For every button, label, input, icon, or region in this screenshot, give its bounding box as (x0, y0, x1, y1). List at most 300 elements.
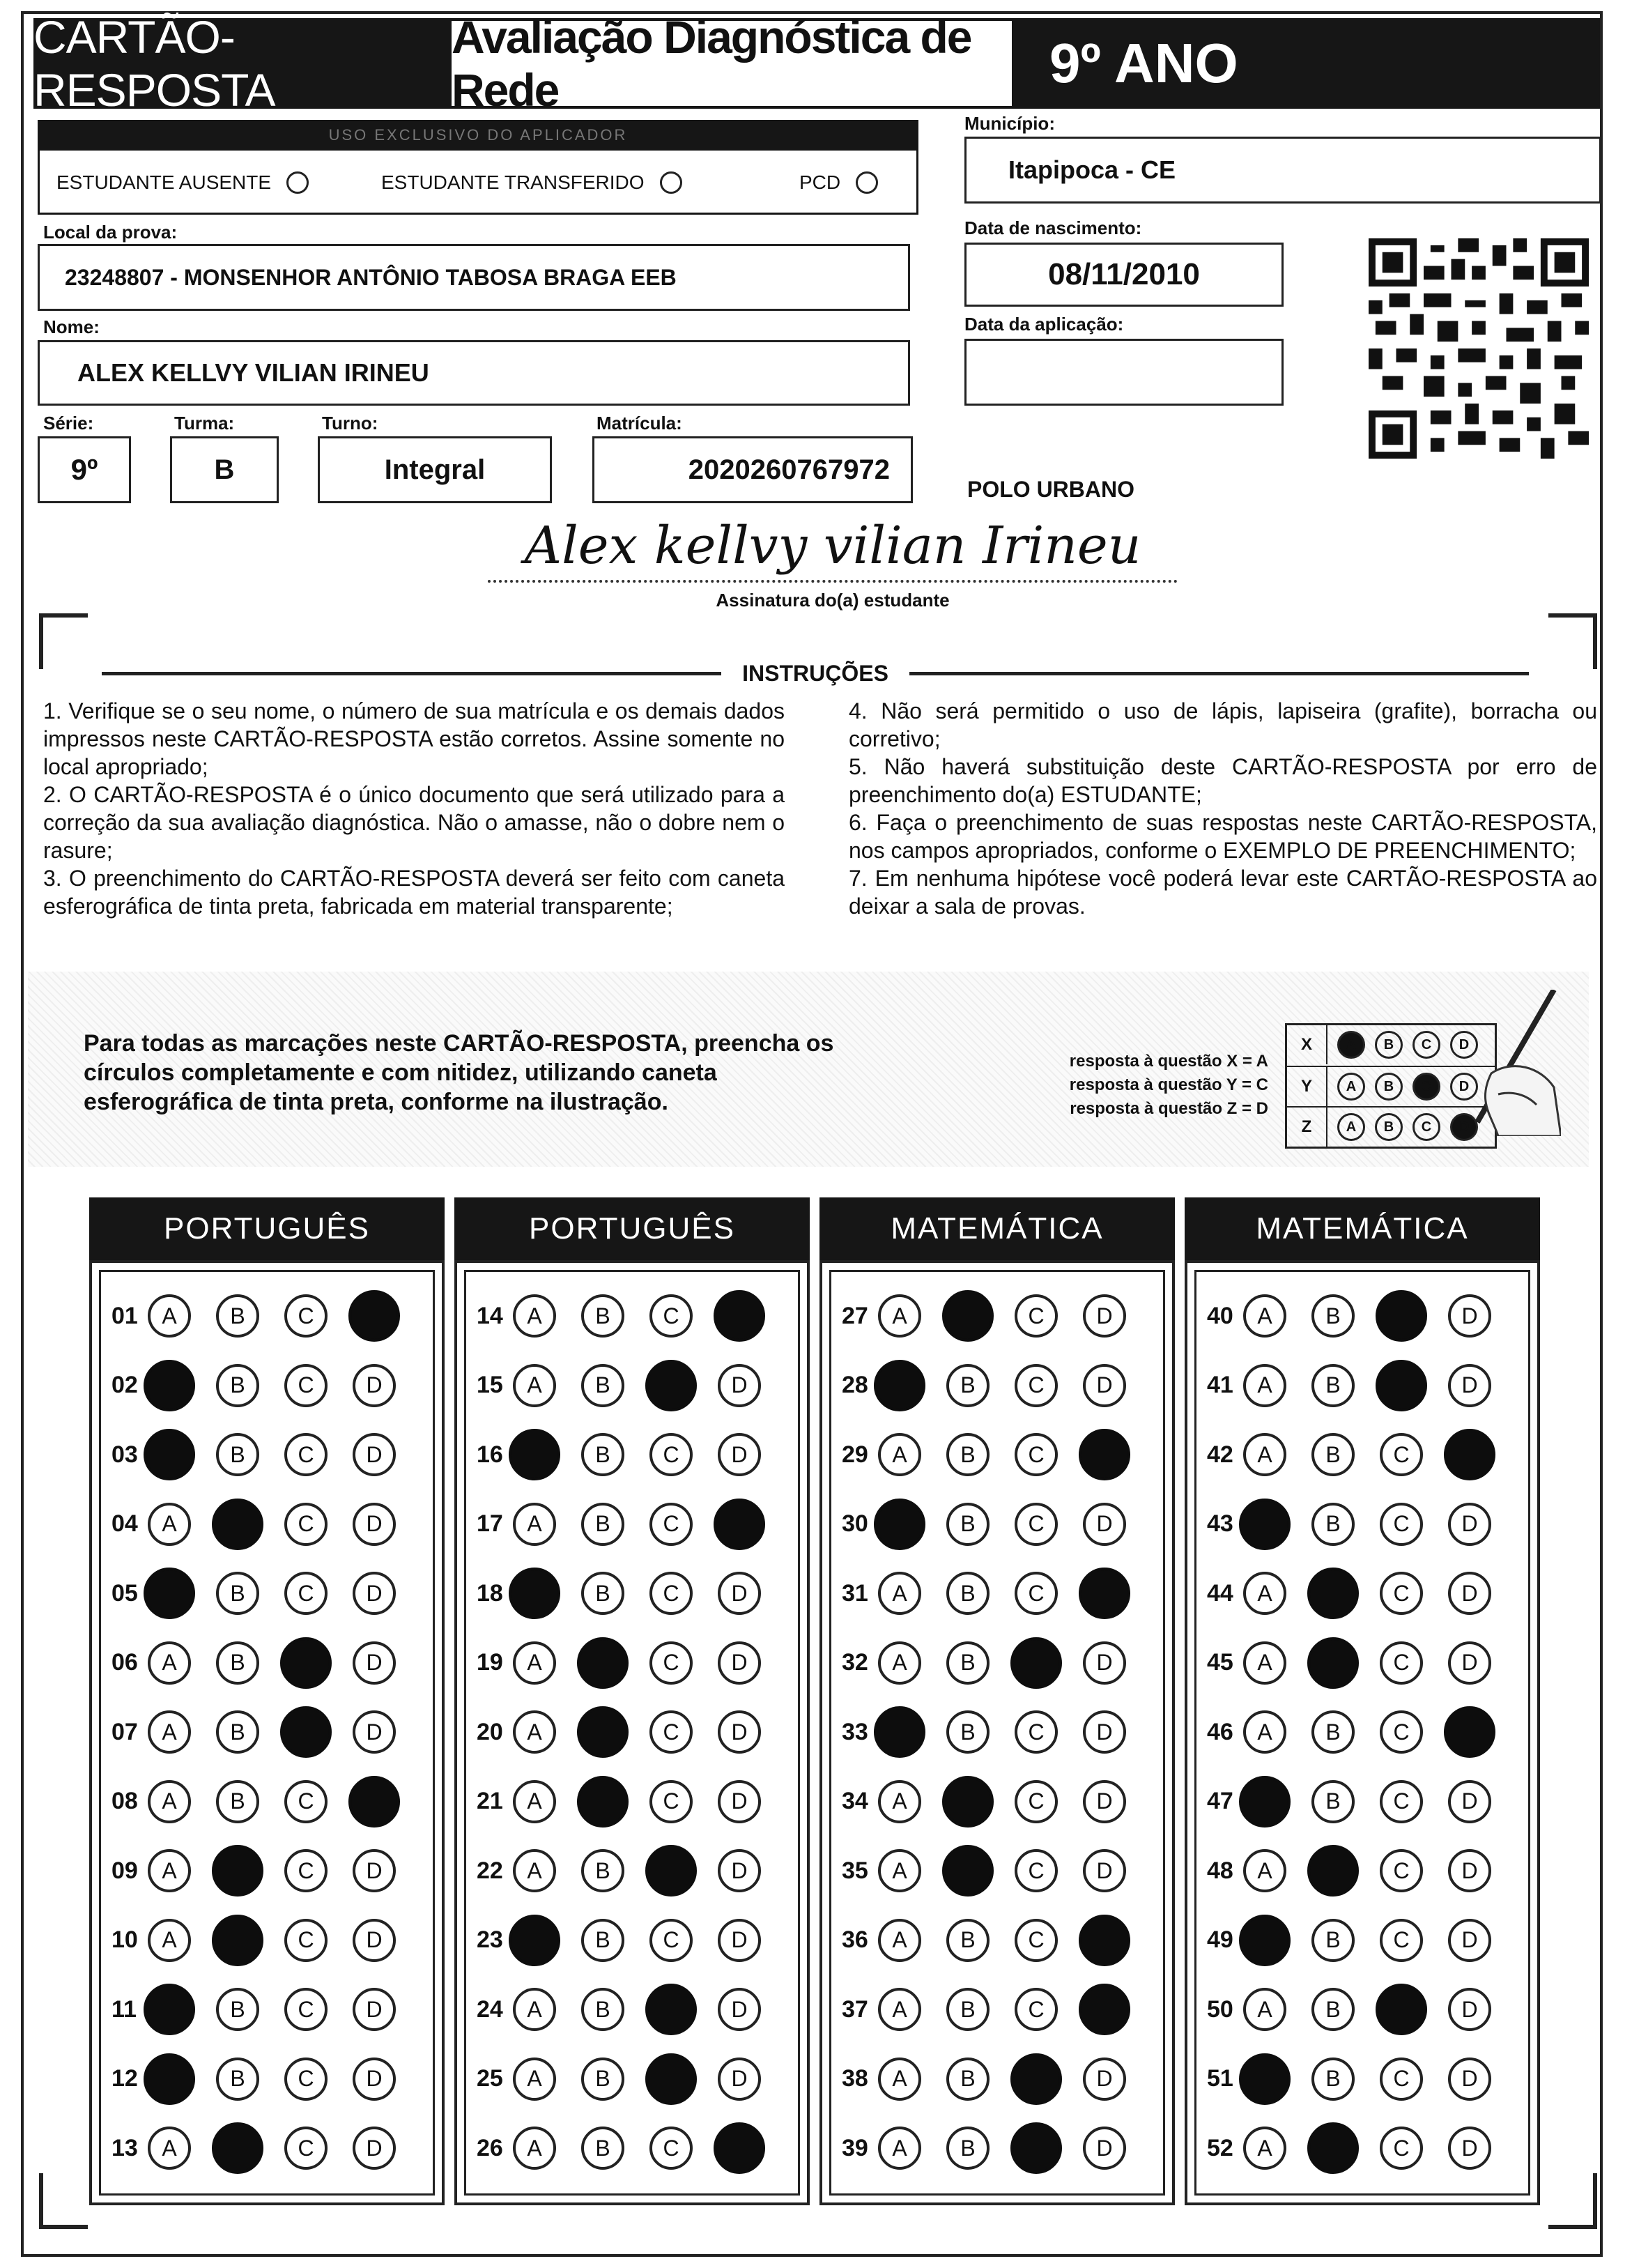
filled-bubble-d[interactable] (714, 2122, 765, 2174)
bubble-b[interactable]: B (946, 2127, 990, 2170)
pcd-option[interactable] (799, 171, 878, 194)
filled-bubble-c[interactable] (645, 1845, 697, 1897)
bubble-c[interactable]: C (1380, 1503, 1423, 1546)
filled-bubble-d[interactable] (1444, 1706, 1495, 1758)
bubble-a[interactable]: A (148, 1503, 191, 1546)
question-number: 04 (111, 1510, 138, 1537)
filled-bubble-d[interactable] (348, 1290, 400, 1342)
bubble-a[interactable]: A (1243, 1641, 1286, 1685)
bubble-d[interactable]: D (718, 1780, 761, 1823)
bubble-d[interactable]: D (718, 2058, 761, 2101)
bubble-c[interactable]: C (1380, 2058, 1423, 2101)
bubble-b[interactable]: B (1311, 1988, 1355, 2031)
pcd-label: PCD (799, 171, 841, 193)
filled-bubble-b[interactable] (577, 1776, 629, 1828)
bubble-c[interactable]: C (649, 1641, 693, 1685)
absent-option[interactable] (56, 171, 309, 194)
section-answers (1185, 1260, 1540, 2205)
filled-bubble-d[interactable] (1444, 1429, 1495, 1480)
bubble-a[interactable]: A (148, 1294, 191, 1338)
bubble-a[interactable]: A (878, 1294, 921, 1338)
bubble-c[interactable]: C (284, 1780, 328, 1823)
bubble-c[interactable]: C (1015, 1849, 1058, 1892)
bubble-c[interactable]: C (284, 1849, 328, 1892)
bubble-b[interactable]: B (216, 1433, 259, 1476)
bubble-d[interactable]: D (1083, 1849, 1126, 1892)
bubble-c[interactable]: C (284, 1988, 328, 2031)
question-row (842, 1288, 1151, 1344)
bubble-b[interactable]: B (1311, 1503, 1355, 1546)
bubble-b[interactable]: B (1311, 1433, 1355, 1476)
bubble-b[interactable]: B (1311, 2058, 1355, 2101)
filled-bubble-d[interactable] (1079, 1429, 1130, 1480)
example-line-y: resposta à questão Y = C (1069, 1075, 1268, 1094)
bubble-c[interactable]: C (1015, 1364, 1058, 1407)
bubble-b[interactable]: B (581, 1919, 624, 1962)
bubble-c[interactable]: C (284, 2058, 328, 2101)
bubble-b[interactable]: B (946, 1364, 990, 1407)
question-number: 29 (842, 1441, 868, 1468)
filled-bubble-a[interactable] (509, 1915, 560, 1966)
bubble-b[interactable]: B (581, 1294, 624, 1338)
bubble-b[interactable]: B (946, 1710, 990, 1754)
bubble-d[interactable]: D (1448, 2127, 1491, 2170)
question-number: 14 (477, 1302, 503, 1329)
bubble-d[interactable]: D (718, 1919, 761, 1962)
filled-bubble-a[interactable] (509, 1429, 560, 1480)
question-number: 46 (1207, 1718, 1233, 1745)
bubble-d[interactable]: D (353, 1433, 396, 1476)
filled-bubble-b[interactable] (1307, 2122, 1359, 2174)
filled-bubble-a[interactable] (144, 1429, 195, 1480)
bubble-b[interactable]: B (216, 1572, 259, 1615)
filled-bubble-d[interactable] (348, 1776, 400, 1828)
filled-bubble-c[interactable] (1010, 2122, 1062, 2174)
filled-bubble-b[interactable] (212, 1499, 263, 1550)
question-number: 25 (477, 2065, 503, 2092)
bubble-c[interactable]: C (1380, 1572, 1423, 1615)
transferred-bubble[interactable] (660, 171, 682, 194)
question-number: 37 (842, 1995, 868, 2023)
question-row (842, 1565, 1151, 1621)
bubble-a[interactable]: A (878, 1572, 921, 1615)
question-number: 11 (111, 1995, 137, 2023)
filled-bubble-c[interactable] (1376, 1984, 1427, 2035)
bubble-a[interactable]: A (1243, 1294, 1286, 1338)
bubble-b[interactable]: B (216, 1988, 259, 2031)
question-number: 40 (1207, 1302, 1233, 1329)
filled-bubble-a[interactable] (874, 1360, 925, 1411)
bubble-d[interactable]: D (1083, 1294, 1126, 1338)
bubble-a[interactable]: A (1243, 1572, 1286, 1615)
bubble-c[interactable]: C (284, 1433, 328, 1476)
bubble-d[interactable]: D (1448, 2058, 1491, 2101)
question-row (842, 1427, 1151, 1482)
question-number: 39 (842, 2134, 868, 2161)
question-number: 09 (111, 1857, 138, 1884)
question-number: 32 (842, 1649, 868, 1676)
question-number: 38 (842, 2065, 868, 2092)
bubble-c[interactable]: C (284, 2127, 328, 2170)
bubble-c[interactable]: C (649, 1294, 693, 1338)
bubble-c[interactable]: C (1380, 1780, 1423, 1823)
filled-bubble-a[interactable] (1239, 2053, 1291, 2105)
filled-bubble-b[interactable] (1307, 1845, 1359, 1897)
question-number: 07 (111, 1718, 138, 1745)
turno-label: Turno: (322, 413, 378, 434)
bubble-b[interactable]: B (946, 1572, 990, 1615)
question-number: 35 (842, 1857, 868, 1884)
bubble-d[interactable]: D (1448, 1294, 1491, 1338)
bubble-d[interactable]: D (353, 1572, 396, 1615)
bubble-a[interactable]: A (513, 2058, 556, 2101)
question-row (111, 1427, 421, 1482)
student-signature: Alex kellvy vilian Irineu (524, 516, 1141, 576)
filled-bubble-a[interactable] (1239, 1776, 1291, 1828)
bubble-d[interactable]: D (1448, 1780, 1491, 1823)
bubble-a[interactable]: A (148, 1710, 191, 1754)
bubble-a[interactable]: A (1243, 1849, 1286, 1892)
turma-field: B (170, 436, 279, 503)
bubble-a[interactable]: A (878, 1849, 921, 1892)
bubble-c[interactable]: C (1380, 1919, 1423, 1962)
bubble-b[interactable]: B (946, 1641, 990, 1685)
filled-bubble-b[interactable] (942, 1290, 994, 1342)
bubble-a[interactable]: A (878, 1641, 921, 1685)
bubble-c[interactable]: C (284, 1294, 328, 1338)
filled-bubble-d[interactable] (714, 1499, 765, 1550)
question-number: 51 (1207, 2065, 1233, 2092)
filled-bubble-a[interactable] (874, 1706, 925, 1758)
bubble-d[interactable]: D (353, 1710, 396, 1754)
bubble-b[interactable]: B (581, 1572, 624, 1615)
bubble-a[interactable]: A (1243, 1710, 1286, 1754)
bubble-a[interactable]: A (148, 2127, 191, 2170)
bubble-d[interactable]: D (1448, 1572, 1491, 1615)
bubble-c[interactable]: C (1380, 1641, 1423, 1685)
grade-title: 9º ANO (1015, 18, 1600, 109)
bubble-a[interactable]: A (513, 1503, 556, 1546)
filled-bubble-b[interactable] (212, 1915, 263, 1966)
bubble-d[interactable]: D (353, 2127, 396, 2170)
bubble-c[interactable]: C (1015, 1503, 1058, 1546)
question-number: 06 (111, 1649, 138, 1676)
question-number: 21 (477, 1788, 503, 1814)
bubble-b[interactable]: B (946, 1503, 990, 1546)
bubble-c[interactable]: C (1015, 1572, 1058, 1615)
filled-bubble-c[interactable] (1376, 1360, 1427, 1411)
bubble-c[interactable]: C (649, 1503, 693, 1546)
example-bubble-a: A (1337, 1031, 1365, 1059)
bubble-a[interactable]: A (1243, 1433, 1286, 1476)
absent-bubble[interactable] (286, 171, 309, 194)
bubble-c[interactable]: C (1380, 1433, 1423, 1476)
corner-bottom-left (39, 2173, 88, 2229)
example-bubble-d: D (1450, 1113, 1478, 1141)
municipio-label: Município: (964, 113, 1055, 134)
question-number: 01 (111, 1302, 138, 1329)
example-legend (983, 1050, 1268, 1121)
bubble-d[interactable]: D (1083, 1710, 1126, 1754)
bubble-d[interactable]: D (1083, 1364, 1126, 1407)
bubble-d[interactable]: D (1083, 2127, 1126, 2170)
bubble-b[interactable]: B (216, 1364, 259, 1407)
example-bubble-a: A (1337, 1113, 1365, 1141)
question-row (477, 2120, 786, 2176)
municipio-field: Itapipoca - CE (964, 137, 1601, 204)
bubble-d[interactable]: D (353, 1364, 396, 1407)
bubble-b[interactable]: B (1311, 1780, 1355, 1823)
bubble-a[interactable]: A (513, 1780, 556, 1823)
bubble-a[interactable]: A (513, 1988, 556, 2031)
question-number: 27 (842, 1302, 868, 1329)
bubble-c[interactable]: C (284, 1572, 328, 1615)
bubble-a[interactable]: A (878, 2058, 921, 2101)
bubble-b[interactable]: B (1311, 1364, 1355, 1407)
transferred-option[interactable] (381, 171, 682, 194)
question-row (1207, 1635, 1516, 1691)
bubble-d[interactable]: D (718, 1849, 761, 1892)
filled-bubble-a[interactable] (144, 2053, 195, 2105)
bubble-c[interactable]: C (1380, 2127, 1423, 2170)
filled-bubble-c[interactable] (645, 1984, 697, 2035)
bubble-a[interactable]: A (148, 1919, 191, 1962)
question-row (1207, 1358, 1516, 1413)
question-row (111, 1288, 421, 1344)
serie-label: Série: (43, 413, 94, 434)
bubble-a[interactable]: A (513, 2127, 556, 2170)
section-answers (819, 1260, 1175, 2205)
name-field: ALEX KELLVY VILIAN IRINEU (38, 340, 910, 406)
bubble-a[interactable]: A (878, 1780, 921, 1823)
applicator-header: USO EXCLUSIVO DO APLICADOR (38, 120, 918, 151)
bubble-d[interactable]: D (718, 1988, 761, 2031)
bubble-c[interactable]: C (1015, 1294, 1058, 1338)
bubble-c[interactable]: C (1380, 1710, 1423, 1754)
question-row (1207, 1774, 1516, 1830)
question-row (477, 1635, 786, 1691)
bubble-a[interactable]: A (1243, 2127, 1286, 2170)
question-number: 36 (842, 1926, 868, 1953)
bubble-a[interactable]: A (148, 1849, 191, 1892)
bubble-a[interactable]: A (148, 1780, 191, 1823)
filled-bubble-b[interactable] (577, 1637, 629, 1689)
question-number: 13 (111, 2134, 138, 2161)
bubble-d[interactable]: D (353, 1919, 396, 1962)
bubble-d[interactable]: D (718, 1641, 761, 1685)
filled-bubble-c[interactable] (645, 2053, 697, 2105)
filled-bubble-c[interactable] (1376, 1290, 1427, 1342)
instruction-1: 1. Verifique se o seu nome, o número de sua matrícula e os demais dados impressos neste CARTÃO-RESPOSTA estão corretos. Assine somente no local apropriado; (43, 698, 785, 779)
question-row (477, 1565, 786, 1621)
filled-bubble-b[interactable] (212, 2122, 263, 2174)
bubble-a[interactable]: A (1243, 1364, 1286, 1407)
bubble-a[interactable]: A (1243, 1988, 1286, 2031)
filled-bubble-a[interactable] (1239, 1915, 1291, 1966)
instruction-3: 3. O preenchimento do CARTÃO-RESPOSTA deverá ser feito com caneta esferográfica de tinta preta, fabricada em material transparente; (43, 866, 785, 919)
question-row (477, 1774, 786, 1830)
bubble-d[interactable]: D (1448, 1988, 1491, 2031)
bubble-b[interactable]: B (581, 2058, 624, 2101)
bubble-d[interactable]: D (718, 1364, 761, 1407)
question-row (842, 1704, 1151, 1760)
bubble-b[interactable]: B (1311, 1919, 1355, 1962)
bubble-d[interactable]: D (1448, 1849, 1491, 1892)
bubble-d[interactable]: D (353, 1849, 396, 1892)
filled-bubble-c[interactable] (280, 1637, 332, 1689)
filled-bubble-d[interactable] (1079, 1915, 1130, 1966)
bubble-a[interactable]: A (513, 1364, 556, 1407)
bubble-d[interactable]: D (1448, 1503, 1491, 1546)
bubble-d[interactable]: D (1448, 1919, 1491, 1962)
filled-bubble-d[interactable] (1079, 1568, 1130, 1619)
bubble-c[interactable]: C (284, 1919, 328, 1962)
signature-caption: Assinatura do(a) estudante (716, 590, 950, 611)
bubble-d[interactable]: D (353, 1988, 396, 2031)
question-row (842, 2051, 1151, 2107)
bubble-b[interactable]: B (581, 1364, 624, 1407)
bubble-a[interactable]: A (513, 1710, 556, 1754)
question-row (111, 1358, 421, 1413)
filled-bubble-c[interactable] (1010, 2053, 1062, 2105)
question-row (477, 2051, 786, 2107)
question-number: 24 (477, 1995, 503, 2023)
instruction-4: 4. Não será permitido o uso de lápis, lapiseira (grafite), borracha ou corretivo; (849, 698, 1597, 751)
filled-bubble-a[interactable] (144, 1984, 195, 2035)
question-number: 30 (842, 1510, 868, 1537)
instructions-title: INSTRUÇÕES (742, 660, 888, 686)
instruction-2: 2. O CARTÃO-RESPOSTA é o único documento que será utilizado para a correção da sua avaliação diagnóstica. Não o amasse, não o dobre nem o rasure; (43, 782, 785, 863)
instructions-left (43, 697, 785, 920)
filled-bubble-a[interactable] (144, 1360, 195, 1411)
bubble-b[interactable]: B (946, 2058, 990, 2101)
instruction-6: 6. Faça o preenchimento de suas respostas neste CARTÃO-RESPOSTA, nos campos apropriados, conforme o EXEMPLO DE PREENCHIMENTO; (849, 810, 1597, 863)
bubble-c[interactable]: C (284, 1364, 328, 1407)
bubble-b[interactable]: B (946, 1988, 990, 2031)
bubble-b[interactable]: B (1311, 1710, 1355, 1754)
filled-bubble-a[interactable] (509, 1568, 560, 1619)
filled-bubble-b[interactable] (1307, 1568, 1359, 1619)
bubble-a[interactable]: A (513, 1641, 556, 1685)
section-title: MATEMÁTICA (1185, 1197, 1540, 1260)
bubble-c[interactable]: C (649, 1572, 693, 1615)
bubble-a[interactable]: A (148, 1641, 191, 1685)
signature-line (488, 580, 1178, 583)
bubble-b[interactable]: B (581, 2127, 624, 2170)
filled-bubble-c[interactable] (280, 1706, 332, 1758)
question-row (111, 1704, 421, 1760)
filled-bubble-b[interactable] (577, 1706, 629, 1758)
question-number: 12 (111, 2065, 138, 2092)
bubble-c[interactable]: C (649, 1710, 693, 1754)
filled-bubble-d[interactable] (1079, 1984, 1130, 2035)
bubble-b[interactable]: B (216, 1294, 259, 1338)
bubble-c[interactable]: C (1015, 1433, 1058, 1476)
filled-bubble-c[interactable] (645, 1360, 697, 1411)
question-row (111, 2120, 421, 2176)
question-row (1207, 1427, 1516, 1482)
bubble-c[interactable]: C (1015, 1919, 1058, 1962)
filled-bubble-b[interactable] (212, 1845, 263, 1897)
bubble-b[interactable]: B (1311, 1294, 1355, 1338)
bubble-d[interactable]: D (718, 1433, 761, 1476)
filled-bubble-c[interactable] (1010, 1637, 1062, 1689)
bubble-b[interactable]: B (946, 1433, 990, 1476)
bubble-a[interactable]: A (878, 1988, 921, 2031)
bubble-b[interactable]: B (946, 1919, 990, 1962)
filled-bubble-b[interactable] (942, 1776, 994, 1828)
exam-title: Avaliação Diagnóstica de Rede (449, 18, 1015, 109)
question-number: 33 (842, 1718, 868, 1745)
bubble-b[interactable]: B (216, 1780, 259, 1823)
question-number: 17 (477, 1510, 503, 1537)
bubble-c[interactable]: C (1015, 1988, 1058, 2031)
bubble-d[interactable]: D (353, 2058, 396, 2101)
bubble-d[interactable]: D (353, 1641, 396, 1685)
pcd-bubble[interactable] (856, 171, 878, 194)
absent-label: ESTUDANTE AUSENTE (56, 171, 272, 193)
bubble-b[interactable]: B (216, 2058, 259, 2101)
bubble-c[interactable]: C (649, 1780, 693, 1823)
bubble-c[interactable]: C (649, 2127, 693, 2170)
instructions-title-row (42, 658, 1589, 689)
bubble-c[interactable]: C (649, 1919, 693, 1962)
bubble-b[interactable]: B (581, 1433, 624, 1476)
bubble-b[interactable]: B (581, 1988, 624, 2031)
serie-field: 9º (38, 436, 131, 503)
bubble-b[interactable]: B (581, 1849, 624, 1892)
bubble-c[interactable]: C (284, 1503, 328, 1546)
applicator-options (38, 151, 918, 215)
filled-bubble-a[interactable] (1239, 1499, 1291, 1550)
section-answers (454, 1260, 810, 2205)
filled-bubble-a[interactable] (874, 1499, 925, 1550)
application-date-field (964, 339, 1284, 406)
bubble-d[interactable]: D (1083, 1641, 1126, 1685)
question-row (1207, 2051, 1516, 2107)
bubble-d[interactable]: D (718, 1572, 761, 1615)
filled-bubble-d[interactable] (714, 1290, 765, 1342)
bubble-a[interactable]: A (513, 1849, 556, 1892)
bubble-d[interactable]: D (1083, 1503, 1126, 1546)
bubble-d[interactable]: D (718, 1710, 761, 1754)
example-bubble-a: A (1337, 1073, 1365, 1101)
filled-bubble-b[interactable] (1307, 1637, 1359, 1689)
bubble-c[interactable]: C (1015, 1710, 1058, 1754)
bubble-a[interactable]: A (878, 1919, 921, 1962)
example-question-label: Y (1287, 1067, 1327, 1106)
bubble-b[interactable]: B (216, 1641, 259, 1685)
bubble-c[interactable]: C (1380, 1849, 1423, 1892)
card-title: CARTÃO-RESPOSTA (33, 18, 449, 109)
bubble-d[interactable]: D (353, 1503, 396, 1546)
bubble-b[interactable]: B (581, 1503, 624, 1546)
bubble-a[interactable]: A (513, 1294, 556, 1338)
question-number: 44 (1207, 1579, 1233, 1607)
bubble-c[interactable]: C (1015, 1780, 1058, 1823)
bubble-c[interactable]: C (649, 1433, 693, 1476)
filled-bubble-b[interactable] (942, 1845, 994, 1897)
bubble-d[interactable]: D (1083, 1780, 1126, 1823)
bubble-a[interactable]: A (878, 1433, 921, 1476)
bubble-d[interactable]: D (1083, 2058, 1126, 2101)
bubble-d[interactable]: D (1448, 1364, 1491, 1407)
question-row (1207, 2120, 1516, 2176)
bubble-d[interactable]: D (1448, 1641, 1491, 1685)
bubble-a[interactable]: A (878, 2127, 921, 2170)
filled-bubble-a[interactable] (144, 1568, 195, 1619)
bubble-b[interactable]: B (216, 1710, 259, 1754)
